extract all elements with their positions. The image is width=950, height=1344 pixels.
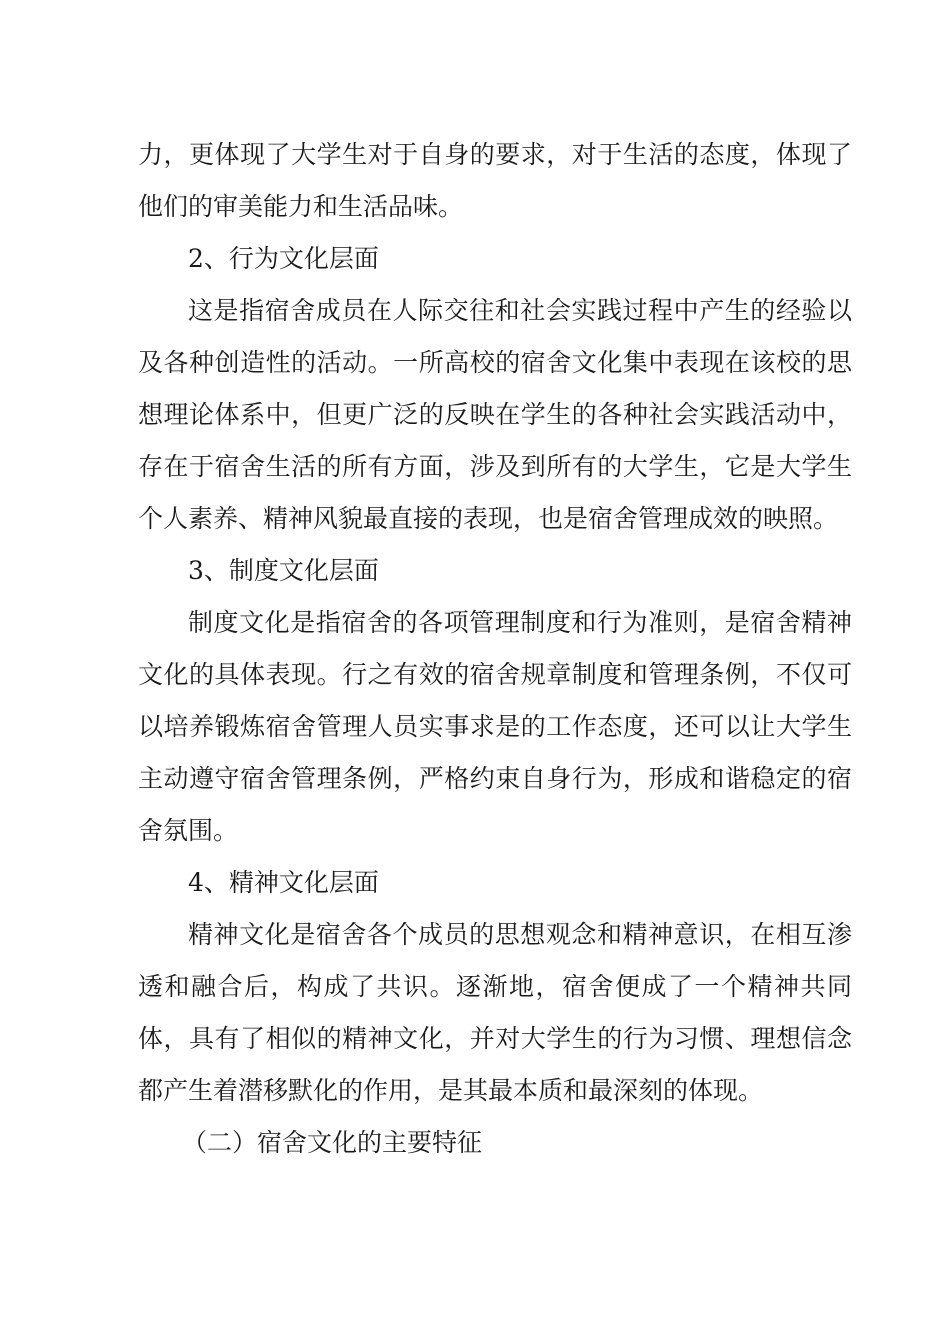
heading-spiritual-culture: 4、精神文化层面 <box>188 868 379 897</box>
paragraph-institution-culture: 制度文化是指宿舍的各项管理制度和行为准则，是宿舍精神文化的具体表现。行之有效的宿舍规章制度和管理条例，不仅可以培养锻炼宿舍管理人员实事求是的工作态度，还可以让大学生主动遵守宿舍管理条例，严格约束自身行为，形成和谐稳定的宿舍氛围。 <box>138 608 852 845</box>
paragraph-spiritual-culture: 精神文化是宿舍各个成员的思想观念和精神意识，在相互渗透和融合后，构成了共识。逐渐地，宿舍便成了一个精神共同体，具有了相似的精神文化，并对大学生的行为习惯、理想信念都产生着潜移默化的作用，是其最本质和最深刻的体现。 <box>138 920 852 1105</box>
section-heading-main-features: （二）宿舍文化的主要特征 <box>182 1128 483 1157</box>
heading-institution-culture: 3、制度文化层面 <box>188 556 379 585</box>
paragraph-behavior-culture: 这是指宿舍成员在人际交往和社会实践过程中产生的经验以及各种创造性的活动。一所高校的宿舍文化集中表现在该校的思想理论体系中，但更广泛的反映在学生的各种社会实践活动中，存在于宿舍生活的所有方面，涉及到所有的大学生，它是大学生个人素养、精神风貌最直接的表现，也是宿舍管理成效的映照。 <box>138 296 852 533</box>
heading-behavior-culture: 2、行为文化层面 <box>188 244 379 273</box>
document-body <box>138 129 852 1169</box>
paragraph-continued: 力，更体现了大学生对于自身的要求，对于生活的态度，体现了他们的审美能力和生活品味。 <box>138 140 852 221</box>
